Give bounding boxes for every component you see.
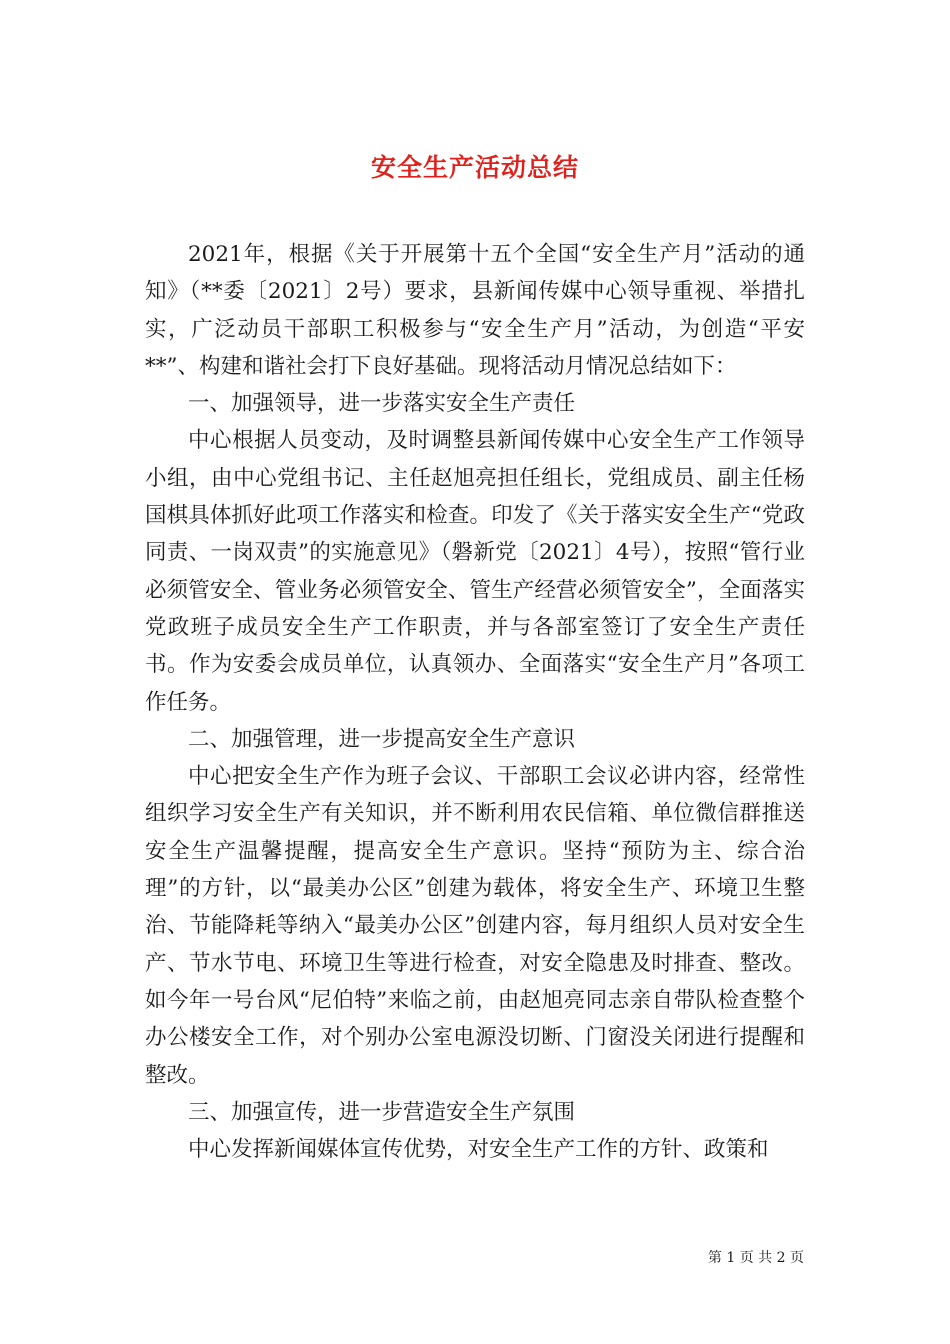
paragraph-section-1: 中心根据人员变动，及时调整县新闻传媒中心安全生产工作领导小组，由中心党组书记、主任赵旭亮担任组长，党组成员、副主任杨国棋具体抓好此项工作落实和检查。印发了《关于落实安全生产“党政同责、一岗双责”的实施意见》（磐新党〔2021〕4号），按照“管行业必须管安全、管业务必须管安全、管生产经营必须管安全”，全面落实党政班子成员安全生产工作职责，并与各部室签订了安全生产责任书。作为安委会成员单位，认真领办、全面落实“安全生产月”各项工作任务。: [145, 428, 805, 715]
paragraph-section-3: 中心发挥新闻媒体宣传优势，对安全生产工作的方针、政策和: [188, 1137, 769, 1163]
section-heading-1: 一、加强领导，进一步落实安全生产责任: [188, 391, 576, 417]
document-title: 安全生产活动总结: [370, 152, 579, 182]
paragraph-section-2: 中心把安全生产作为班子会议、干部职工会议必讲内容，经常性组织学习安全生产有关知识，并不断利用农民信箱、单位微信群推送安全生产温馨提醒，提高安全生产意识。坚持“预防为主、综合治理”的方针，以“最美办公区”创建为载体，将安全生产、环境卫生整治、节能降耗等纳入“最美办公区”创建内容，每月组织人员对安全生产、节水节电、环境卫生等进行检查，对安全隐患及时排查、整改。如今年一号台风“尼伯特”来临之前，由赵旭亮同志亲自带队检查整个办公楼安全工作，对个别办公室电源没切断、门窗没关闭进行提醒和整改。: [145, 764, 805, 1088]
section-heading-2: 二、加强管理，进一步提高安全生产意识: [188, 726, 576, 752]
section-heading-3: 三、加强宣传，进一步营造安全生产氛围: [188, 1099, 576, 1125]
paragraph-intro: 2021年，根据《关于开展第十五个全国“安全生产月”活动的通知》（**委〔2021〕2号）要求，县新闻传媒中心领导重视、举措扎实，广泛动员干部职工积极参与“安全生产月”活动，为创造“平安**”、构建和谐社会打下良好基础。现将活动月情况总结如下：: [145, 242, 805, 379]
document-body: [145, 236, 805, 1168]
page-number-footer: 第 1 页 共 2 页: [707, 1250, 804, 1266]
